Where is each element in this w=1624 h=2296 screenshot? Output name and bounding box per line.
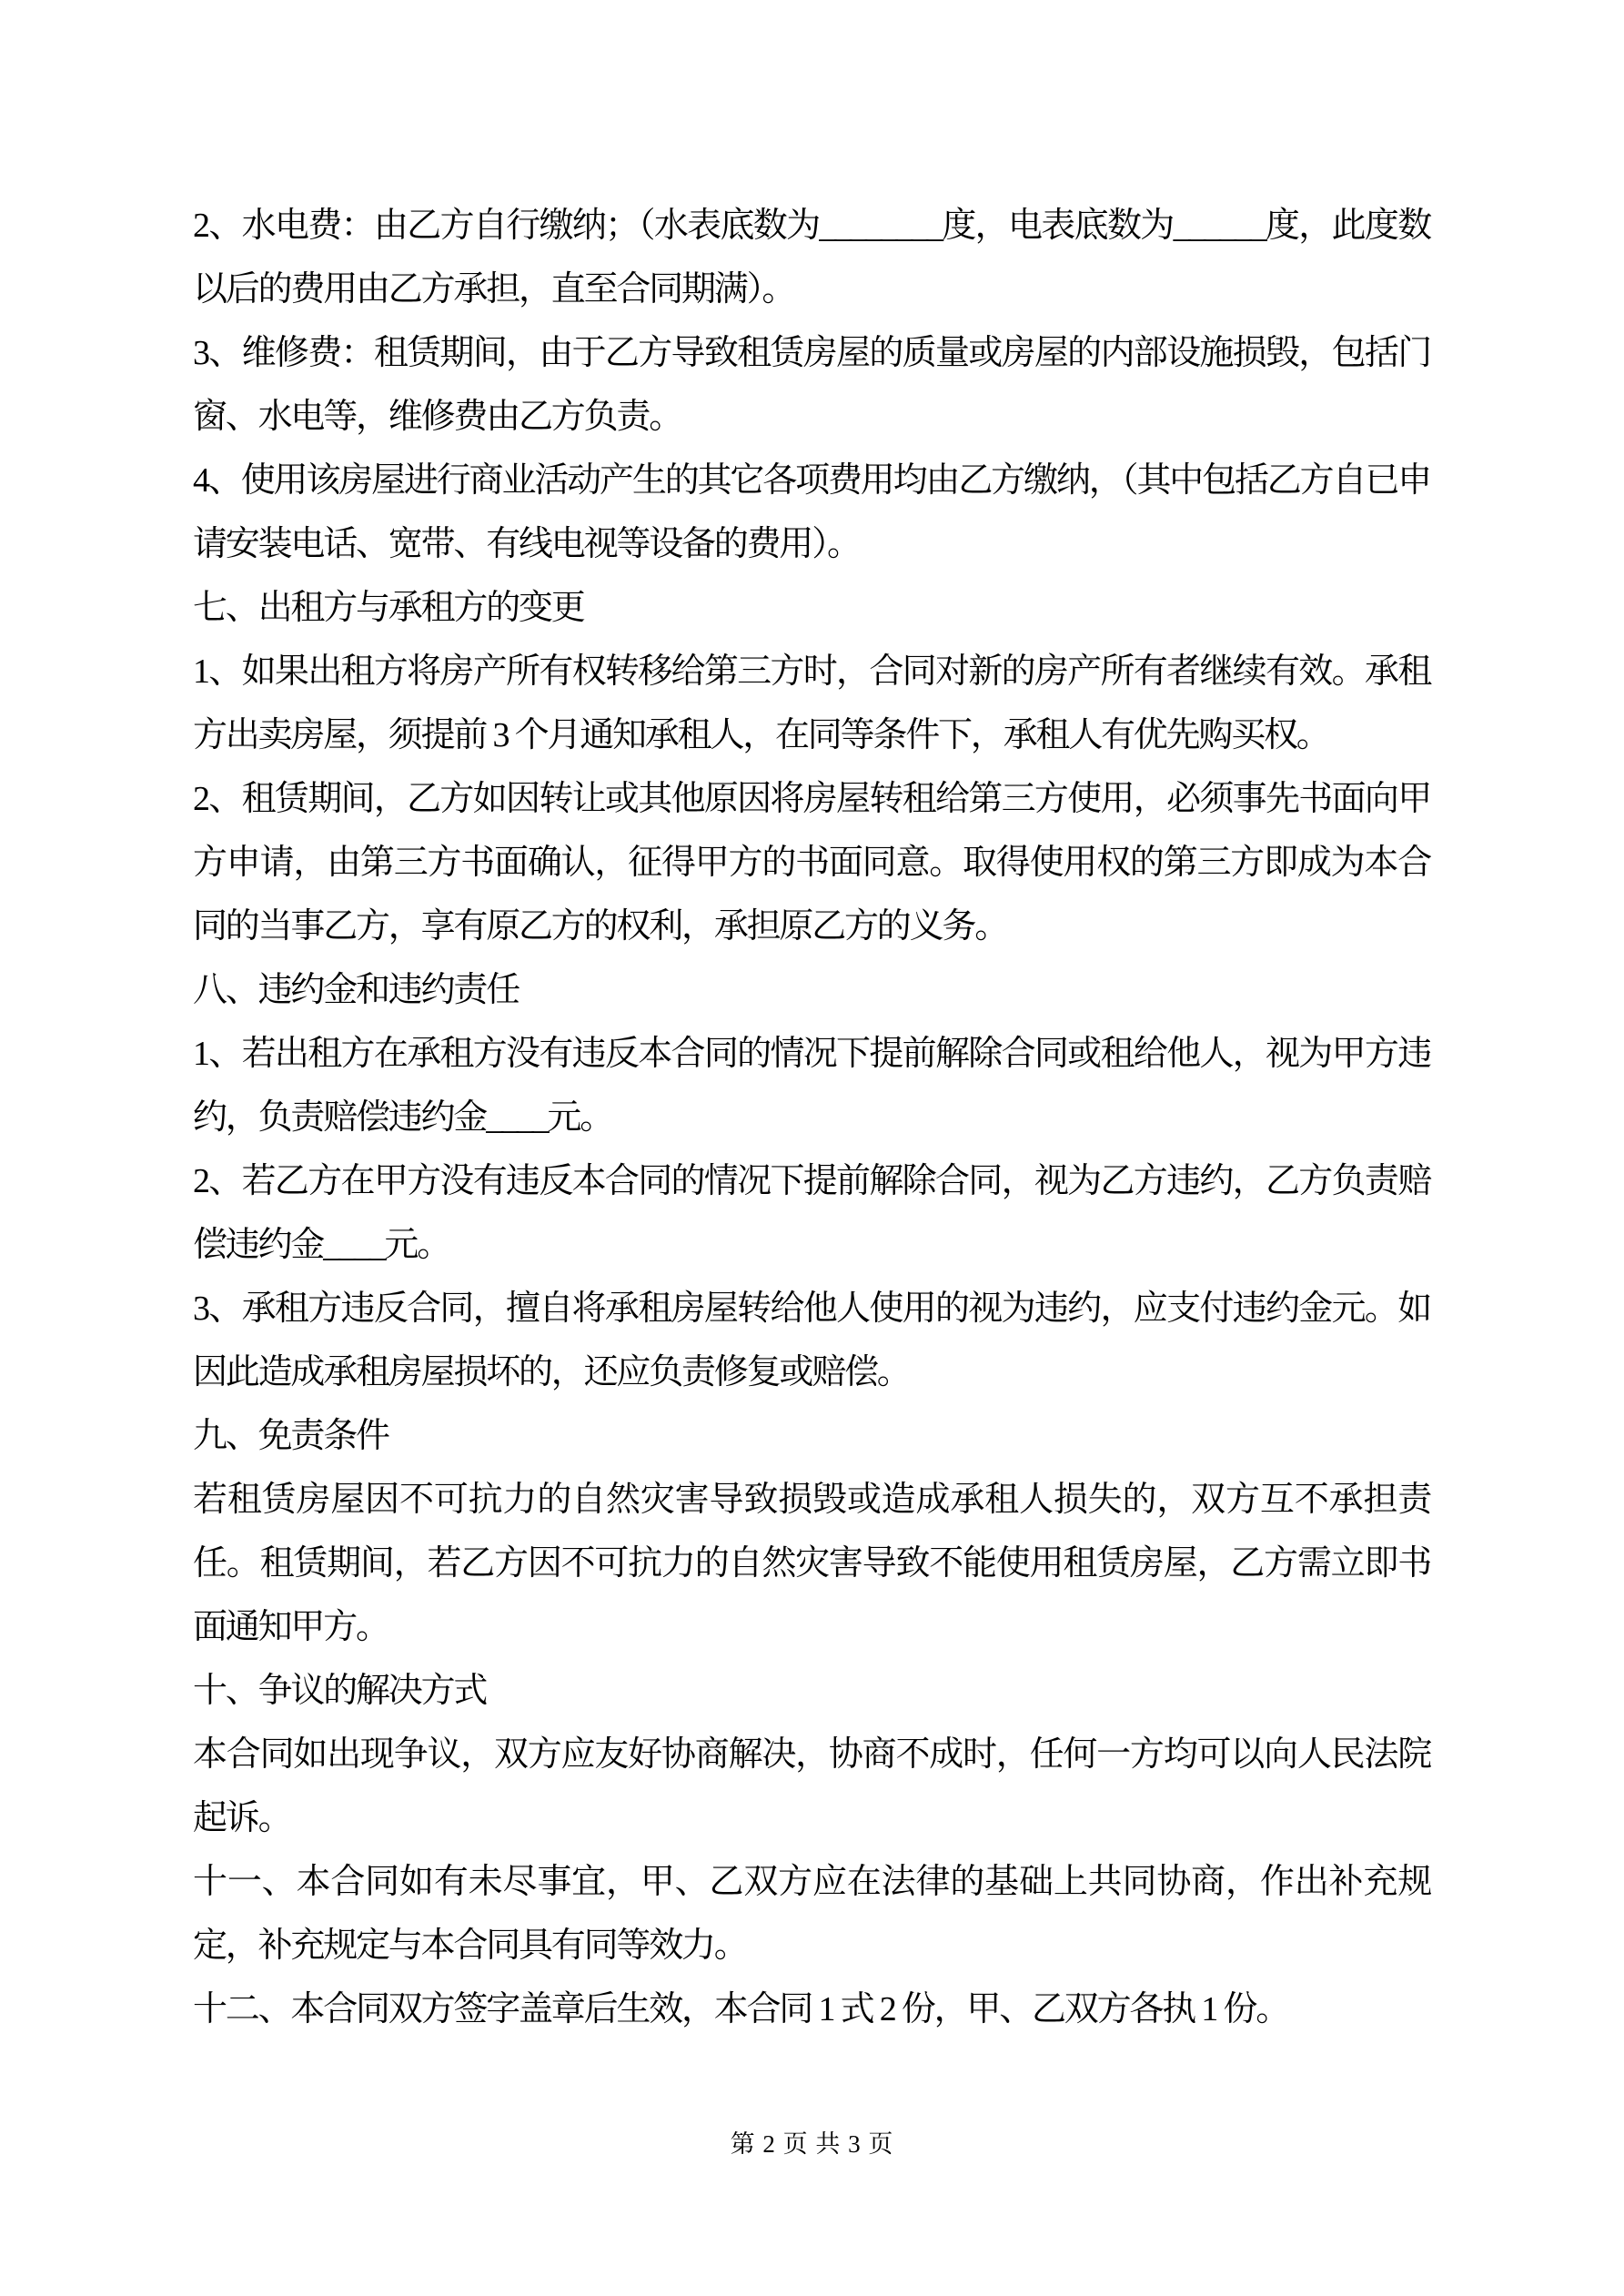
clause-7-2-sublease: 2、租赁期间，乙方如因转让或其他原因将房屋转租给第三方使用，必须事先书面向甲方申请，由第三方书面确认，征得甲方的书面同意。取得使用权的第三方即成为本合同的当事乙方，享有原乙方的权利，承担原乙方的义务。 — [193, 780, 1430, 946]
clause-7-1-ownership-transfer: 1、如果出租方将房产所有权转移给第三方时，合同对新的房产所有者继续有效。承租方出卖房屋，须提前 3 个月通知承租人，在同等条件下，承租人有优先购买权。 — [193, 652, 1430, 754]
clause-utilities-fee: 2、水电费：由乙方自行缴纳；（水表底数为________度，电表底数为______度，此度数以后的费用由乙方承担，直至合同期满）。 — [193, 207, 1430, 308]
section-8-heading: 八、违约金和违约责任 — [193, 971, 519, 1009]
section-9-heading: 九、免责条件 — [193, 1417, 388, 1455]
section-10-heading: 十、争议的解决方式 — [193, 1672, 487, 1710]
clause-8-3-unauthorized-transfer: 3、承租方违反合同，擅自将承租房屋转给他人使用的视为违约，应支付违约金元。如因此造成承租房屋损坏的，还应负责修复或赔偿。 — [193, 1290, 1430, 1391]
contract-body — [193, 194, 1430, 2041]
clause-11-supplementary: 十一、本合同如有未尽事宜，甲、乙双方应在法律的基础上共同协商，作出补充规定，补充规定与本合同具有同等效力。 — [193, 1863, 1430, 1965]
clause-repair-fee: 3、维修费：租赁期间，由于乙方导致租赁房屋的质量或房屋的内部设施损毁，包括门窗、水电等，维修费由乙方负责。 — [193, 334, 1430, 436]
clause-10-dispute-resolution: 本合同如出现争议，双方应友好协商解决，协商不成时，任何一方均可以向人民法院起诉。 — [193, 1735, 1430, 1837]
clause-8-2-lessee-breach: 2、若乙方在甲方没有违反本合同的情况下提前解除合同，视为乙方违约，乙方负责赔偿违约金____元。 — [193, 1162, 1430, 1264]
clause-12-effectiveness: 十二、本合同双方签字盖章后生效，本合同 1 式 2 份，甲、乙双方各执 1 份。 — [193, 1990, 1289, 2028]
clause-9-force-majeure: 若租赁房屋因不可抗力的自然灾害导致损毁或造成承租人损失的，双方互不承担责任。租赁期间，若乙方因不可抗力的自然灾害导致不能使用租赁房屋，乙方需立即书面通知甲方。 — [193, 1481, 1430, 1646]
clause-8-1-lessor-breach: 1、若出租方在承租方没有违反本合同的情况下提前解除合同或租给他人，视为甲方违约，负责赔偿违约金____元。 — [193, 1035, 1430, 1137]
section-7-heading: 七、出租方与承租方的变更 — [193, 589, 584, 627]
clause-other-fees: 4、使用该房屋进行商业活动产生的其它各项费用均由乙方缴纳，（其中包括乙方自已申请安装电话、宽带、有线电视等设备的费用）。 — [193, 461, 1430, 563]
page-number-footer: 第 2 页 共 3 页 — [730, 2130, 894, 2158]
